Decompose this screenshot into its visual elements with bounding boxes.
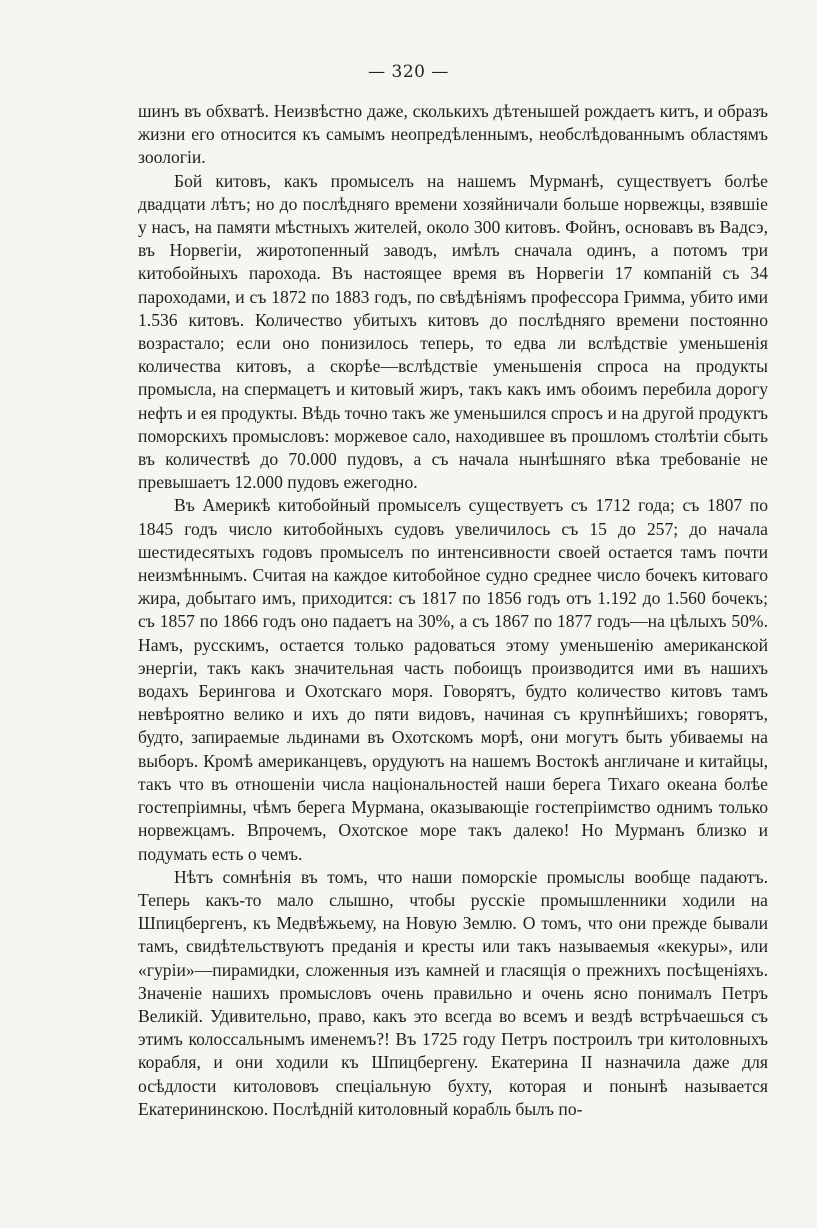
body-text (138, 100, 768, 1121)
page-number: — 320 — (368, 62, 449, 82)
paragraph-whaling-america: Въ Америкѣ китобойный промыселъ существуетъ съ 1712 года; съ 1807 по 1845 годъ число китобойныхъ судовъ увеличилось съ 15 до 257; до начала шестидесятыхъ годовъ промыселъ по интенсивности своей остается тамъ почти неизмѣннымъ. Считая на каждое китобойное судно среднее число бочекъ китоваго жира, добытаго имъ, приходится: съ 1817 по 1856 годъ отъ 1.192 до 1.560 бочекъ; съ 1857 по 1866 годъ оно падаетъ на 30%, а съ 1867 по 1877 годъ—на цѣлыхъ 50%. Намъ, русскимъ, остается только радоваться этому уменьшенію американской энергіи, такъ какъ значительная часть побоищъ производится ими въ нашихъ водахъ Берингова и Охотскаго моря. Говорятъ, будто количество китовъ тамъ невѣроятно велико и ихъ до пяти видовъ, начиная съ крупнѣйшихъ; говорятъ, будто, запираемые льдинами въ Охотскомъ морѣ, они могутъ быть убиваемы на выборъ. Кромѣ американцевъ, орудуютъ на нашемъ Востокѣ англичане и китайцы, такъ что въ отношеніи числа національностей наши берега Тихаго океана болѣе гостепріимны, чѣмъ берега Мурмана, оказывающіе гостепріимство однимъ только норвежцамъ. Впрочемъ, Охотское море такъ далеко! Но Мурманъ близко и подумать есть о чемъ. (138, 495, 768, 864)
paragraph-whaling-murman: Бой китовъ, какъ промыселъ на нашемъ Мурманѣ, существуетъ болѣе двадцати лѣтъ; но до послѣдняго времени хозяйничали больше норвежцы, взявшіе у насъ, на памяти мѣстныхъ жителей, около 300 китовъ. Фойнъ, основавъ въ Вадсэ, въ Норвегіи, жиротопенный заводъ, имѣлъ сначала одинъ, а потомъ три китобойныхъ парохода. Въ настоящее время въ Норвегіи 17 компаній съ 34 пароходами, и съ 1872 по 1883 годъ, по свѣдѣніямъ профессора Гримма, убито ими 1.536 китовъ. Количество убитыхъ китовъ до послѣдняго времени постоянно возрастало; если оно понизилось теперь, то едва ли вслѣдствіе уменьшенія количества китовъ, а скорѣе—вслѣдствіе уменьшенія спроса на продукты промысла, на спермацетъ и китовый жиръ, такъ какъ имъ обоимъ перебила дорогу нефть и ея продукты. Вѣдь точно такъ же уменьшился спросъ и на другой продуктъ поморскихъ промысловъ: моржевое сало, находившее въ прошломъ столѣтіи сбыть въ количествѣ до 70.000 пудовъ, а съ начала нынѣшняго вѣка требованіе не превышаетъ 12.000 пудовъ ежегодно. (138, 170, 768, 493)
paragraph-continuation: шинъ въ обхватѣ. Неизвѣстно даже, сколькихъ дѣтенышей рождаетъ китъ, и образъ жизни его относится къ самымъ неопредѣленнымъ, необслѣдованнымъ областямъ зоологіи. (138, 101, 768, 168)
paragraph-pomor-trades: Нѣтъ сомнѣнія въ томъ, что наши поморскіе промыслы вообще падаютъ. Теперь какъ-то мало слышно, чтобы русскіе промышленники ходили на Шпицбергенъ, къ Медвѣжьему, на Новую Землю. О томъ, что они прежде бывали тамъ, свидѣтельствуютъ преданія и кресты или такъ называемыя «кекуры», или «гуріи»—пирамидки, сложенныя изъ камней и гласящія о прежнихъ посѣщеніяхъ. Значеніе нашихъ промысловъ очень правильно и очень ясно понималъ Петръ Великій. Удивительно, право, какъ это всегда во всемъ и вездѣ встрѣчаешься съ этимъ колоссальнымъ именемъ?! Въ 1725 году Петръ построилъ три китоловныхъ корабля, и они ходили къ Шпицбергену. Екатерина II назначила даже для осѣдлости китолововъ спеціальную бухту, которая и понынѣ называется Екатерининскою. Послѣдній китоловный корабль былъ по- (138, 866, 768, 1119)
